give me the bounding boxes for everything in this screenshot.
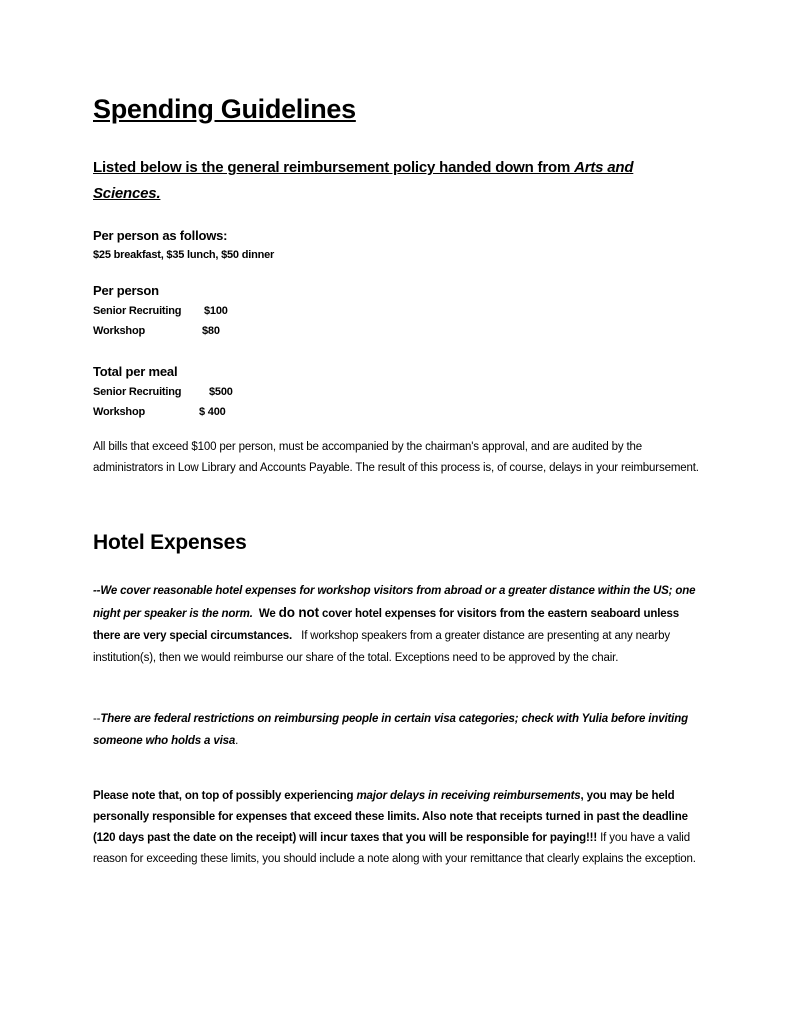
intro-statement bbox=[93, 155, 693, 207]
page-title: Spending Guidelines bbox=[93, 94, 356, 124]
per-person-value-senior: $100 bbox=[204, 305, 228, 317]
hotel-p1-bold: cover hotel expenses for visitors from the eastern seaboard unless there are very special circumstances. bbox=[93, 608, 679, 642]
per-person-value-workshop: $80 bbox=[202, 325, 220, 337]
per-meal-value-workshop: $ 400 bbox=[199, 406, 226, 418]
hotel-p1-donot: do not bbox=[278, 605, 319, 620]
per-person-label-senior: Senior Recruiting bbox=[93, 305, 182, 317]
hotel-p2-italic: There are federal restrictions on reimbursing people in certain visa categories; check with Yulia before inviting someone who holds a visa bbox=[93, 713, 688, 747]
hotel-paragraph-2 bbox=[93, 708, 703, 752]
hotel-p2-end: . bbox=[235, 735, 239, 747]
meals-header: Per person as follows: bbox=[93, 228, 228, 243]
per-person-header: Per person bbox=[93, 283, 159, 298]
per-meal-header: Total per meal bbox=[93, 364, 178, 379]
note-paragraph bbox=[93, 786, 703, 870]
hotel-heading: Hotel Expenses bbox=[93, 531, 247, 554]
meals-detail: $25 breakfast, $35 lunch, $50 dinner bbox=[93, 249, 275, 261]
note-part3: , you may be held personally responsible for expenses that exceed these limits. Also note that receipts turned in past the deadline (120 days past the date on the receipt) will incur taxes that you will be responsible for paying!!! bbox=[93, 790, 688, 844]
per-meal-label-workshop: Workshop bbox=[93, 406, 145, 418]
note-part4: If you have a valid reason for exceeding these limits, you should include a note along with your remittance that clearly explains the exception. bbox=[93, 832, 696, 865]
hotel-p1-plain: If workshop speakers from a greater distance are presenting at any nearby institution(s), then we would reimburse our share of the total. Exceptions need to be approved by the chair. bbox=[93, 630, 670, 664]
hotel-p1-italic: --We cover reasonable hotel expenses for workshop visitors from abroad or a greater distance within the US; one night per speaker is the norm. bbox=[93, 585, 696, 620]
note-part2: major delays in receiving reimbursements bbox=[356, 790, 581, 802]
intro-source: Arts and Sciences. bbox=[93, 159, 634, 202]
note-part1: Please note that, on top of possibly experiencing bbox=[93, 790, 357, 802]
hotel-p1-we: We bbox=[258, 608, 276, 620]
bills-paragraph: All bills that exceed $100 per person, must be accompanied by the chairman's approval, and are audited by the administrators in Low Library and Accounts Payable. The result of this process is, of course, delays in your reimbursement. bbox=[93, 441, 699, 474]
per-person-label-workshop: Workshop bbox=[93, 325, 145, 337]
hotel-paragraph-1 bbox=[93, 580, 703, 669]
per-meal-value-senior: $500 bbox=[209, 386, 233, 398]
intro-text: Listed below is the general reimbursement policy handed down from bbox=[93, 159, 575, 176]
hotel-p2-dash: -- bbox=[93, 713, 101, 725]
per-meal-label-senior: Senior Recruiting bbox=[93, 386, 182, 398]
